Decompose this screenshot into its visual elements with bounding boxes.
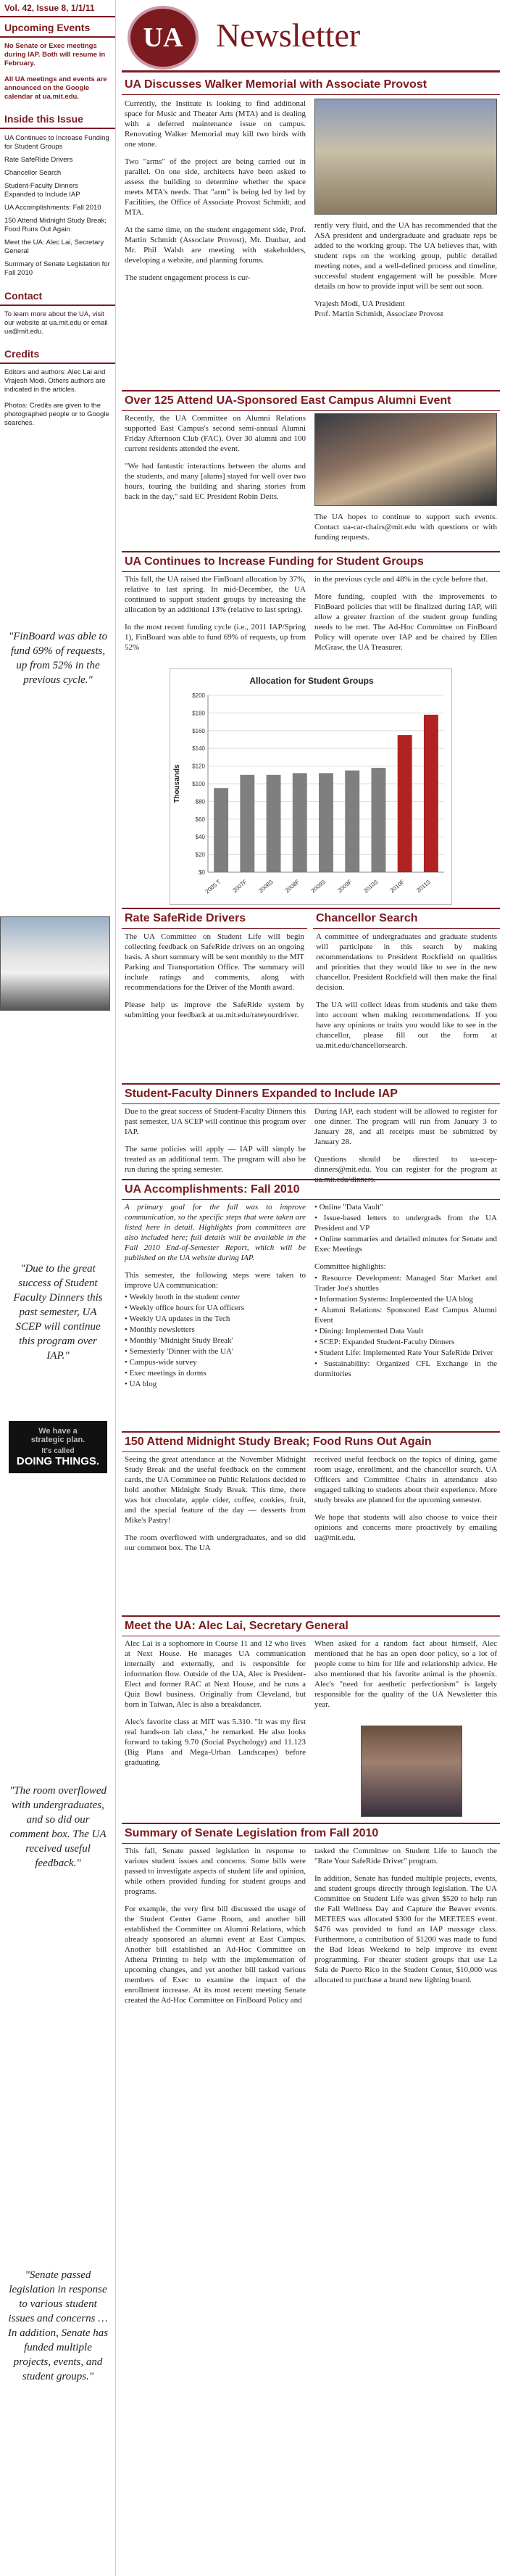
allocation-chart-svg <box>170 669 453 906</box>
pull-quote-senate: "Senate passed legislation in response to various student issues and concerns … In addition, Senate has funded multiple projects, events, and student groups." <box>7 2269 109 2382</box>
ad-line: It's called <box>41 1447 75 1455</box>
paragraph: The UA hopes to continue to support such events. Contact ua-car-chairs@mit.edu with questions or with funding requests. <box>314 513 497 542</box>
logo-text: UA <box>143 22 183 53</box>
list-item: • Campus-wide survey <box>125 1358 197 1367</box>
article-col <box>314 1202 497 1380</box>
paragraph: The UA Committee on Student Life will begin collecting feedback on SafeRide drivers on an ongoing basis. A short summary will be sent monthly to the MIT Parking and Transportation Office. The summary will include ratings and comments, along with recommendations for the Driver of the Month award. <box>125 932 304 992</box>
article-col <box>125 413 306 509</box>
alec-lai-photo <box>361 1726 462 1817</box>
chart-bar <box>424 715 438 872</box>
credits-title: Credits <box>0 345 115 364</box>
article-col <box>125 1639 306 1775</box>
x-tick-label: 2008F <box>283 878 301 895</box>
paragraph: Two "arms" of the project are being carried out in parallel. On one side, architects have been asked to assess the building to determine whether the space meets MTA's needs. That "arm" is being led by led by Facilities, the Office of Associate Provost Schmidt, and MTA. <box>125 157 306 217</box>
list-item: • Weekly office hours for UA officers <box>125 1304 244 1312</box>
issue-label: Vol. 42, Issue 8, 1/1/11 <box>0 0 115 17</box>
chart-bar <box>319 773 333 872</box>
chart-bar <box>345 771 359 872</box>
inside-list <box>0 132 115 280</box>
x-tick-label: 2009F <box>336 878 354 895</box>
article-col <box>314 1454 497 1550</box>
article-dinners <box>122 1083 500 1184</box>
article-title: Chancellor Search <box>313 909 500 929</box>
x-tick-label: 2010F <box>388 878 406 895</box>
list-item: • Alumni Relations: Sponsored East Campus Alumni Event <box>314 1306 497 1325</box>
contact-text: To learn more about the UA, visit our website at ua.mit.edu or email ua@mit.edu. <box>4 310 108 336</box>
x-tick-label: 2009S <box>309 878 327 895</box>
credits-editors: Editors and authors: Alec Lai and Vrajesh Modi. Others authors are indicated in the articles. <box>4 368 106 394</box>
article-title: Meet the UA: Alec Lai, Secretary General <box>122 1617 500 1636</box>
paragraph: Recently, the UA Committee on Alumni Relations supported East Campus's second semi-annual Alumni Friday Afternoon Club (FAC). Over 30 alumni and 100 current residents attended the event. <box>125 414 306 453</box>
list-item: • Student Life: Implemented Rate Your SafeRide Driver <box>314 1349 493 1357</box>
article-col <box>314 574 497 660</box>
article-senate <box>122 1823 500 2069</box>
chart-title: Allocation for Student Groups <box>249 676 374 686</box>
paragraph: Currently, the Institute is looking to find additional space for Music and Theater Arts (MTA) and is dealing with a deferred maintenance issue on campus. Renovating Walker Memorial may kill two birds with one stone. <box>125 99 306 149</box>
y-tick-label: $80 <box>195 798 205 805</box>
chart-bar <box>214 788 228 872</box>
sidebar <box>0 0 116 2576</box>
y-tick-label: $20 <box>195 851 205 858</box>
list-item: • Information Systems: Implemented the UA blog <box>314 1295 473 1304</box>
strategic-plan-ad <box>9 1421 107 1473</box>
article-chancellor <box>313 909 500 1061</box>
y-tick-label: $200 <box>192 692 205 699</box>
saferide-van-photo <box>0 916 110 1011</box>
paragraph: This semester, the following steps were taken to improve UA communication: <box>125 1271 306 1290</box>
paragraph: tasked the Committee on Student Life to launch the "Rate Your SafeRide Driver" program. <box>314 1847 497 1865</box>
article-col <box>125 1106 306 1182</box>
y-tick-label: $160 <box>192 727 205 734</box>
ua-logo <box>128 6 199 70</box>
paragraph: This fall, the UA raised the FinBoard allocation by 37%, relative to last spring. In mid-December, the UA continued to support student groups by increasing the allocation by an additional 13% (relative to last spring). <box>125 575 306 614</box>
ad-line: We have a <box>38 1427 78 1436</box>
list-item: • Monthly 'Midnight Study Break' <box>125 1336 233 1345</box>
paragraph: Alec's favorite class at MIT was 5.310. "It was my first real hands-on lab class," he remarked. He also looks forward to taking 9.70 (Social Psychology) and 11.123 (Big Plans and Mega-Urban Landscapes) before graduating. <box>125 1718 306 1767</box>
x-tick-label: 2007F <box>231 878 249 895</box>
walker-memorial-photo <box>314 99 497 215</box>
article-studybreak <box>122 1431 500 1612</box>
article-col <box>125 99 306 290</box>
list-item: • Resource Development: Managed Star Market and Trader Joe's shuttles <box>314 1274 497 1293</box>
paragraph: The room overflowed with undergraduates, and so did our comment box. The UA <box>125 1533 306 1552</box>
paragraph: During IAP, each student will be allowed to register for one dinner. The program will run from January 3 to January 28, and all receipts must be submitted by January 28. <box>314 1107 497 1146</box>
y-axis-label: Thousands <box>173 764 181 803</box>
ad-line: DOING THINGS. <box>16 1455 100 1467</box>
inside-item[interactable]: Summary of Senate Legislation for Fall 2010 <box>4 260 110 277</box>
article-title: Student-Faculty Dinners Expanded to Include IAP <box>122 1085 500 1104</box>
paragraph: The student engagement process is cur- <box>125 273 251 282</box>
paragraph: In the most recent funding cycle (i.e., 2011 IAP/Spring 1), FinBoard was able to fund 69% of requests, up from 52% <box>125 623 306 652</box>
inside-item[interactable]: UA Accomplishments: Fall 2010 <box>4 204 101 212</box>
committee-highlights-list <box>314 1273 497 1379</box>
article-accomplishments <box>122 1179 500 1429</box>
list-item: • Weekly UA updates in the Tech <box>125 1314 230 1323</box>
paragraph: The UA will collect ideas from students and take them into account when making recommendations. If you have any opinions or traits you would like to see in the chancellor, please fill out the form at ua.mit.edu/chancellorsearch. <box>316 1001 497 1050</box>
inside-item[interactable]: UA Continues to Increase Funding for Student Groups <box>4 134 109 151</box>
allocation-chart <box>170 668 452 905</box>
article-col <box>314 1846 497 1992</box>
article-title: UA Discusses Walker Memorial with Associate Provost <box>122 75 500 95</box>
upcoming-item: All UA meetings and events are announced on the Google calendar at ua.mit.edu. <box>4 75 107 101</box>
paragraph: "We had fantastic interactions between the alums and the students, and many [alums] stayed for well over two hours, touring the building and sharing stories from back in the day," said EC President Robin Deits. <box>125 462 306 501</box>
article-title: UA Accomplishments: Fall 2010 <box>122 1180 500 1200</box>
list-item: • Dining: Implemented Data Vault <box>314 1327 424 1335</box>
inside-item[interactable]: Student-Faculty Dinners Expanded to Include IAP <box>4 182 80 199</box>
paragraph: When asked for a random fact about himself, Alec mentioned that he has an open door policy, so a lot of people come to him for life and relationship advice. He also mentioned that his favorite animal is the phoenix. Alec's "need for aesthetic perfectionism" is largely responsible for the quality of the UA Newsletter this year. <box>314 1639 497 1709</box>
article-alumni <box>122 390 500 550</box>
pull-quote-dinners: "Due to the great success of Student Faculty Dinners this past semester, UA SCEP will continue this program over IAP." <box>13 1263 103 1362</box>
paragraph: Alec Lai is a sophomore in Course 11 and 12 who lives at Next House. He manages UA communication internally and externally, and is responsible for information flow. Outside of the UA, Alec is President-Elect and former RAC at Next House, and he runs a Quiz Bowl business. Originally from Cleveland, but born in Taiwan, Alec is also a breakdancer. <box>125 1639 306 1709</box>
article-col <box>314 220 497 326</box>
article-title: Summary of Senate Legislation from Fall 2010 <box>122 1824 500 1844</box>
article-col <box>125 1846 306 2013</box>
chart-bar <box>293 773 307 872</box>
chart-bar <box>240 775 254 872</box>
article-col <box>314 1639 497 1717</box>
y-tick-label: $140 <box>192 745 205 753</box>
chart-bar <box>398 735 412 872</box>
list-item: • Sustainability: Organized CFL Exchange in the dormitories <box>314 1359 497 1378</box>
inside-title: Inside this Issue <box>0 110 115 129</box>
article-title: Rate SafeRide Drivers <box>122 909 307 929</box>
communication-steps-list-cont <box>314 1202 497 1254</box>
contact-title: Contact <box>0 287 115 306</box>
inside-item[interactable]: Rate SafeRide Drivers <box>4 156 73 164</box>
communication-steps-list <box>125 1292 306 1389</box>
x-tick-label: 2011S <box>415 878 433 895</box>
article-title: UA Continues to Increase Funding for Student Groups <box>122 552 500 572</box>
inside-item[interactable]: Chancellor Search <box>4 169 62 177</box>
paragraph: Please help us improve the SafeRide system by submitting your feedback at ua.mit.edu/rateyourdriver. <box>125 1001 304 1019</box>
x-tick-label: 2005 T <box>204 878 222 895</box>
paragraph: We hope that students will also choose to voice their opinions and concerns more proactively by emailing ua@mit.edu. <box>314 1513 497 1542</box>
y-tick-label: $40 <box>195 834 205 841</box>
paragraph: At the same time, on the student engagement side, Prof. Martin Schmidt (Associate Provost), Mr. Dunbar, and Mr. Phil Walsh are meeting with stakeholders, developing a website, and planning forums. <box>125 225 306 265</box>
inside-item[interactable]: 150 Attend Midnight Study Break; Food Runs Out Again <box>4 217 107 233</box>
paragraph: Seeing the great attendance at the November Midnight Study Break and the useful feedback on the comment cards, the UA Committee on Public Relations decided to hold another Midnight Study Break. This time, there was hot chocolate, apple cider, coffee, cookies, fruit, and the special feature of the day — desserts from Mike's Pastry! <box>125 1455 306 1525</box>
paragraph: in the previous cycle and 48% in the cycle before that. <box>314 575 488 584</box>
article-title: 150 Attend Midnight Study Break; Food Runs Out Again <box>122 1433 500 1452</box>
article-col <box>313 929 500 1061</box>
alumni-event-photo <box>314 413 497 506</box>
article-col <box>314 512 497 550</box>
paragraph: This fall, Senate passed legislation in response to various student issues and concerns. Some bills were passed to investigate aspects of student life and opinion, while others provided funding for student groups and programs. <box>125 1847 306 1896</box>
paragraph: rently very fluid, and the UA has recommended that the ASA president and undergraduate and graduate reps be added to the working group. The UA believes that, with student reps on the working group, public detailed meeting notes, and a well-defined process and timeline, successful student engagement will be possible. More details on how to provide input will be sent out soon. <box>314 221 497 291</box>
y-tick-label: $100 <box>192 781 205 787</box>
paragraph: Committee highlights: <box>314 1262 386 1271</box>
paragraph: In addition, Senate has funded multiple projects, events, and student groups directly through legislation. The UA Committee on Student Life was given $520 to help run the Fall Wellness Day and Capture the Beaver events. METEES was allocated $300 for the MEETEES event. $476 was provided to fund an IAP massage class. Furthermore, a contribution of $1200 was made to fund the Bad Ideas Weekend to help improve its event programming. For theater student groups that use La Sala de Puerto Rico in the Student Center, $10,000 was allocated to purchase a brand new lighting board. <box>314 1874 497 1984</box>
y-tick-label: $120 <box>192 763 205 770</box>
paragraph: Questions should be directed to ua-scep-dinners@mit.edu. You can register for the program at ua.mit.edu/dinners. <box>314 1155 497 1184</box>
y-tick-label: $180 <box>192 710 205 717</box>
y-tick-label: $60 <box>195 816 205 823</box>
credits-photos: Photos: Credits are given to the photographed people or to Google searches. <box>4 402 109 427</box>
list-item: • UA blog <box>125 1380 157 1388</box>
paragraph: received useful feedback on the topics of dining, game room usage, enrollment, and the chancellor search. UA Officers and Committee Chairs in attendance also engaged talking to students about their experience. More study breaks are planned for the upcoming semester. <box>314 1455 497 1504</box>
list-item: • SCEP: Expanded Student-Faculty Dinners <box>314 1338 455 1346</box>
list-item: • Online summaries and detailed minutes for Senate and Exec Meetings <box>314 1235 497 1254</box>
signature: Prof. Martin Schmidt, Associate Provost <box>314 310 443 318</box>
chart-bar <box>267 775 281 872</box>
list-item: • Online "Data Vault" <box>314 1203 383 1212</box>
pull-quote-finboard: "FinBoard was able to fund 69% of requests, up from 52% in the previous cycle." <box>8 631 108 686</box>
y-tick-label: $0 <box>199 869 205 876</box>
paragraph: The same policies will apply — IAP will simply be treated as an additional term. The program will also be run during the spring semester. <box>125 1145 306 1174</box>
paragraph: More funding, coupled with the improvements to FinBoard policies that will be finalized during IAP, will allow a greater fraction of the student group funding needs to be met. The Ad-Hoc Committee on FinBoard Policy will operate over IAP and be chaired by Ellen McGraw, the UA Treasurer. <box>314 592 497 652</box>
article-col <box>125 1454 306 1560</box>
x-tick-label: 2008S <box>257 878 275 895</box>
inside-item[interactable]: Meet the UA: Alec Lai, Secretary General <box>4 239 104 255</box>
signature: Vrajesh Modi, UA President <box>314 299 405 308</box>
pull-quote-studybreak: "The room overflowed with undergraduates, and so did our comment box. The UA received useful feedback." <box>9 1785 107 1869</box>
list-item: • Exec meetings in dorms <box>125 1369 206 1378</box>
list-item: • Issue-based letters to undergrads from the UA President and VP <box>314 1214 497 1233</box>
article-col <box>125 1202 306 1390</box>
list-item: • Monthly newsletters <box>125 1325 195 1334</box>
article-meet-the-ua <box>122 1615 500 1820</box>
article-saferide <box>122 909 307 1030</box>
x-tick-label: 2010S <box>362 878 380 895</box>
upcoming-title: Upcoming Events <box>0 19 115 38</box>
article-funding <box>122 551 500 908</box>
article-col <box>122 929 307 1030</box>
paragraph: Due to the great success of Student-Faculty Dinners this past semester, UA SCEP will continue this program over IAP. <box>125 1107 306 1136</box>
list-item: • Weekly booth in the student center <box>125 1293 241 1301</box>
list-item: • Semesterly 'Dinner with the UA' <box>125 1347 233 1356</box>
article-walker <box>122 75 500 387</box>
paragraph: A committee of undergraduates and graduate students will participate in this search by making recommendations to President Rockfield on qualities and priorities that they would like to see in the new chancellor. President Rockfield will then make the final decision. <box>316 932 497 992</box>
masthead-header <box>122 0 500 73</box>
paragraph: For example, the very first bill discussed the usage of the Student Center Game Room, and another bill established the Committee on Alumni Relations, which already sponsored an alumni event at East Campus. Another bill established an Ad-Hoc Committee on Athena Printing to help with the implementation of upcoming changes, and yet another bill tasked various members of Exec to examine the impact of the enrollment increase. At its most recent meeting Senate created the Ad-Hoc Committee on FinBoard Policy and <box>125 1905 306 2005</box>
row-saferide-chancellor <box>122 908 500 1082</box>
upcoming-item: No Senate or Exec meetings during IAP. Both will resume in February. <box>4 42 106 67</box>
masthead-title: Newsletter <box>216 17 361 54</box>
chart-bar <box>371 768 385 872</box>
ad-line: strategic plan. <box>30 1436 85 1444</box>
intro-paragraph: A primary goal for the fall was to improve communication, so the specific steps that were taken are listed here in detail. Highlights from committees are also included here; full details will be available in the Fall 2010 End-of-Semester Report, which will be published on the UA website during IAP. <box>125 1203 306 1262</box>
article-col <box>125 574 306 660</box>
article-title: Over 125 Attend UA-Sponsored East Campus Alumni Event <box>122 392 500 411</box>
